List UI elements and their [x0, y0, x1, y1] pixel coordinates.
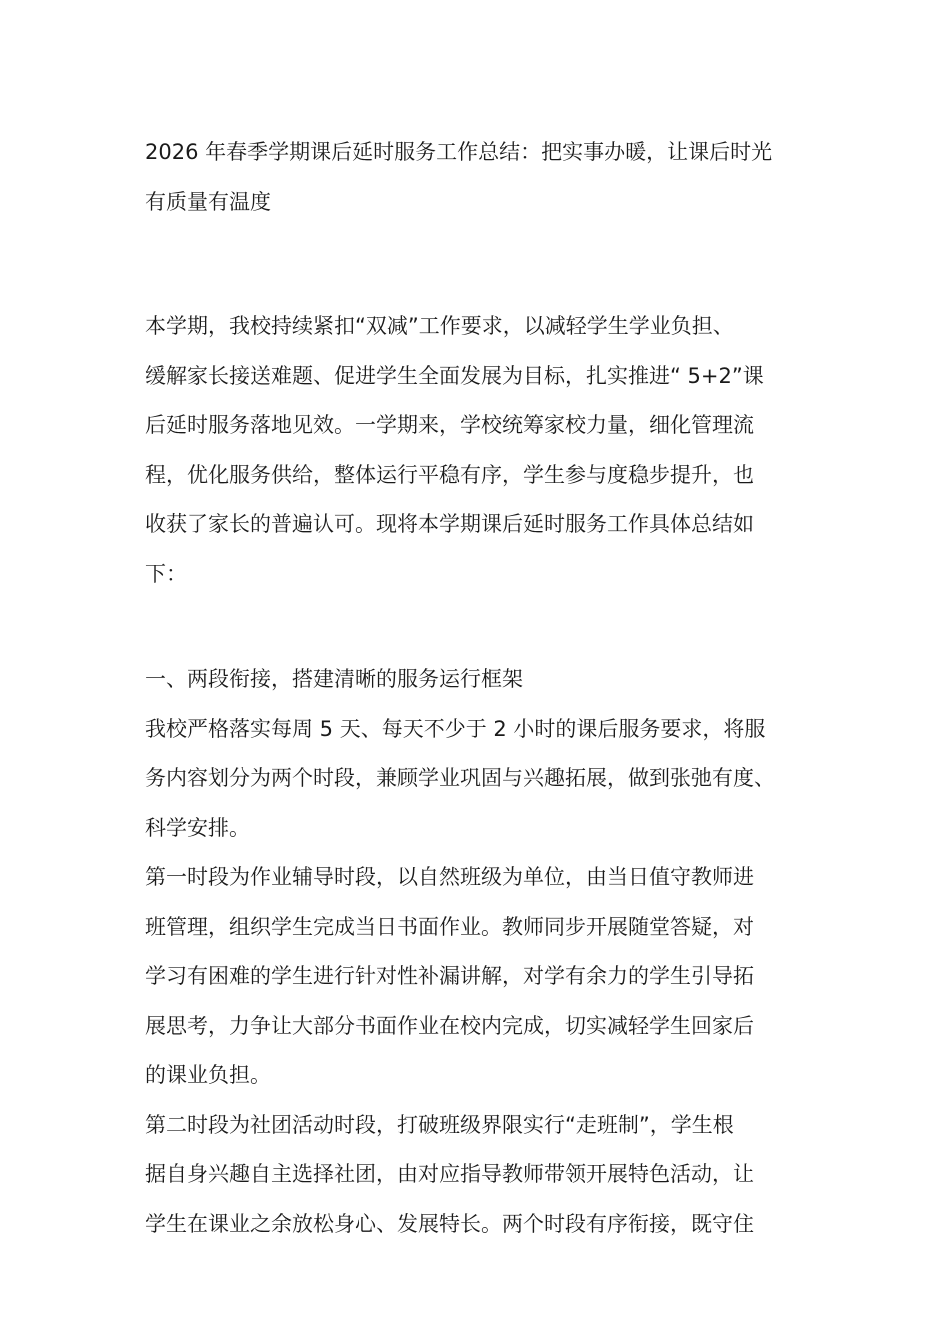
section-heading	[145, 655, 825, 705]
spacer	[145, 227, 825, 302]
title-line: 有质量有温度	[145, 189, 271, 214]
title-line: 2026 年春季学期课后延时服务工作总结：把实事办暖，让课后时光	[145, 140, 773, 164]
intro-line: 收获了家长的普遍认可。现将本学期课后延时服务工作具体总结如	[145, 512, 754, 536]
paragraph-line: 务内容划分为两个时段，兼顾学业巩固与兴趣拓展，做到张弛有度、	[145, 766, 775, 790]
section-paragraph-2	[145, 853, 825, 1101]
intro-line: 下：	[145, 561, 187, 586]
document-body	[145, 128, 825, 1249]
document-title	[145, 128, 825, 227]
paragraph-line: 第二时段为社团活动时段，打破班级界限实行“走班制”，学生根	[145, 1112, 734, 1137]
paragraph-line: 我校严格落实每周 5 天、每天不少于 2 小时的课后服务要求，将服	[145, 716, 766, 741]
paragraph-line: 第一时段为作业辅导时段，以自然班级为单位，由当日值守教师进	[145, 865, 754, 889]
section-paragraph-1	[145, 705, 825, 854]
paragraph-line: 学生在课业之余放松身心、发展特长。两个时段有序衔接，既守住	[145, 1211, 754, 1236]
intro-line: 程，优化服务供给，整体运行平稳有序，学生参与度稳步提升，也	[145, 462, 754, 487]
paragraph-line: 展思考，力争让大部分书面作业在校内完成，切实减轻学生回家后	[145, 1013, 754, 1038]
paragraph-line: 据自身兴趣自主选择社团，由对应指导教师带领开展特色活动，让	[145, 1162, 754, 1186]
paragraph-line: 班管理，组织学生完成当日书面作业。教师同步开展随堂答疑，对	[145, 914, 754, 939]
intro-line: 缓解家长接送难题、促进学生全面发展为目标，扎实推进“ 5+2”课	[145, 363, 764, 388]
section-heading-text: 一、两段衔接，搭建清晰的服务运行框架	[145, 667, 523, 691]
intro-line: 后延时服务落地见效。一学期来，学校统筹家校力量，细化管理流	[145, 413, 754, 437]
intro-line: 本学期，我校持续紧扣“双减”工作要求，以减轻学生学业负担、	[145, 314, 734, 338]
intro-paragraph	[145, 302, 825, 599]
paragraph-line: 学习有困难的学生进行针对性补漏讲解，对学有余力的学生引导拓	[145, 964, 754, 988]
paragraph-line: 的课业负担。	[145, 1063, 271, 1087]
section-paragraph-3	[145, 1101, 825, 1250]
paragraph-line: 科学安排。	[145, 815, 250, 840]
spacer	[145, 599, 825, 655]
